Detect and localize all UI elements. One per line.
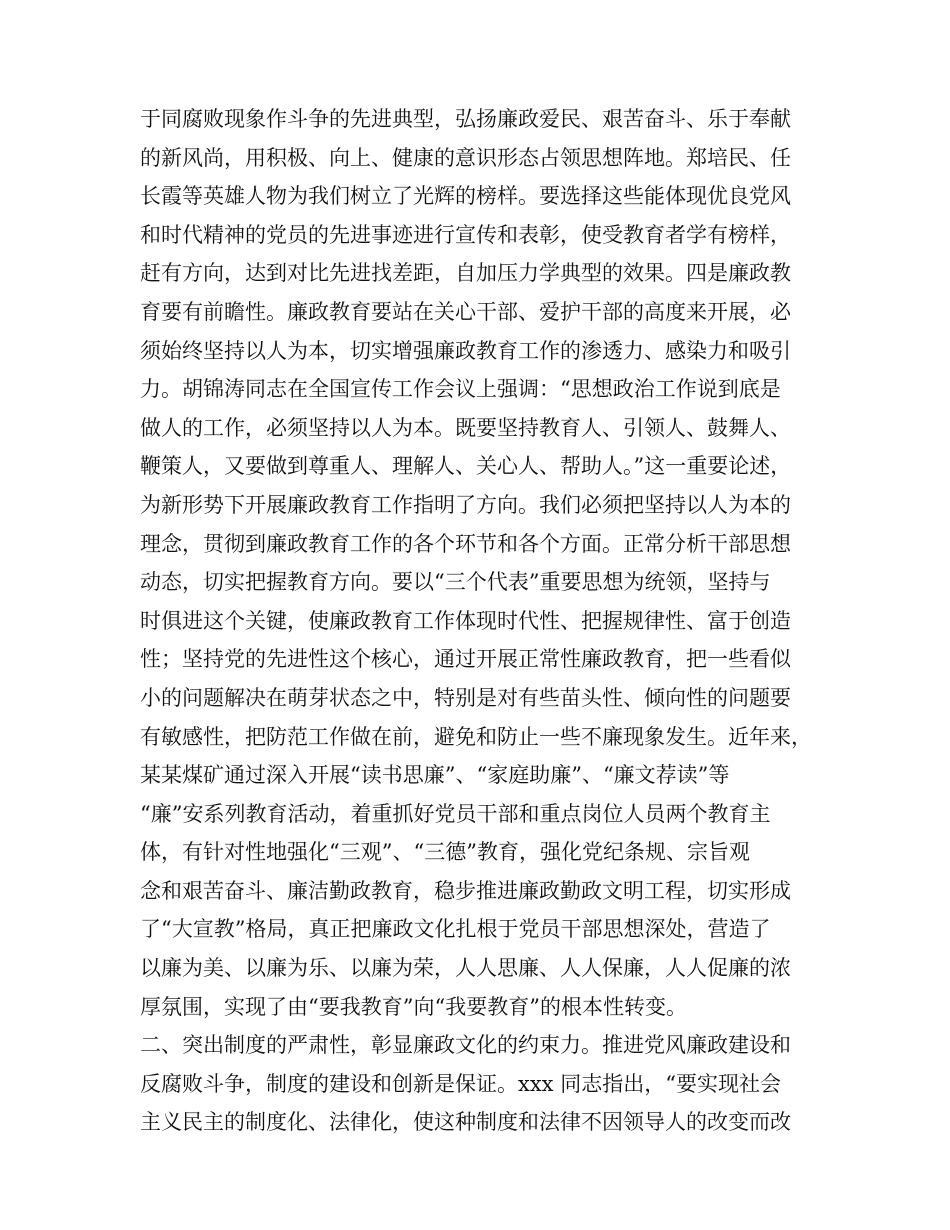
text-line: 以廉为美、以廉为乐、以廉为荣，人人思廉、人人保廉，人人促廉的浓 xyxy=(140,956,791,981)
body-text xyxy=(140,100,840,1142)
text-line: 赶有方向，达到对比先进找差距，自加压力学典型的效果。四是廉政教 xyxy=(140,261,791,286)
text-line: 有敏感性，把防范工作做在前，避免和防止一些不廉现象发生。近年来， xyxy=(140,724,812,749)
text-line: 主义民主的制度化、法律化，使这种制度和法律不因领导人的改变而改 xyxy=(140,1110,791,1135)
text-line: 理念，贯彻到廉政教育工作的各个环节和各个方面。正常分析干部思想 xyxy=(140,531,791,556)
text-line: 体，有针对性地强化“三观”、“三德”教育，强化党纪条规、宗旨观 xyxy=(140,840,750,865)
section-heading-line: 二、突出制度的严肃性，彰显廉政文化的约束力。推进党风廉政建设和 xyxy=(140,1033,791,1058)
text-line: 小的问题解决在萌芽状态之中，特别是对有些苗头性、倾向性的问题要 xyxy=(140,685,791,710)
text-line: 须始终坚持以人为本，切实增强廉政教育工作的渗透力、感染力和吸引 xyxy=(140,338,791,363)
text-line: “廉”安系列教育活动，着重抓好党员干部和重点岗位人员两个教育主 xyxy=(140,801,771,826)
text-line: 厚氛围，实现了由“要我教育”向“我要教育”的根本性转变。 xyxy=(140,994,687,1019)
text-line: 念和艰苦奋斗、廉洁勤政教育，稳步推进廉政勤政文明工程，切实形成 xyxy=(140,878,791,903)
text-line: 某某煤矿通过深入开展“读书思廉”、“家庭助廉”、“廉文荐读”等 xyxy=(140,763,730,788)
text-line: 时俱进这个关键，使廉政教育工作体现时代性、把握规律性、富于创造 xyxy=(140,608,791,633)
text-line: 的新风尚，用积极、向上、健康的意识形态占领思想阵地。郑培民、任 xyxy=(140,145,791,170)
text-line: 为新形势下开展廉政教育工作指明了方向。我们必须把坚持以人为本的 xyxy=(140,492,791,517)
text-line: 了“大宣教”格局，真正把廉政文化扎根于党员干部思想深处，营造了 xyxy=(140,917,771,942)
text-line: 育要有前瞻性。廉政教育要站在关心干部、爱护干部的高度来开展，必 xyxy=(140,299,791,324)
text-line: 于同腐败现象作斗争的先进典型，弘扬廉政爱民、艰苦奋斗、乐于奉献 xyxy=(140,107,791,131)
text-line: 鞭策人，又要做到尊重人、理解人、关心人、帮助人。”这一重要论述， xyxy=(140,454,792,479)
text-line: 力。胡锦涛同志在全国宣传工作会议上强调：“思想政治工作说到底是 xyxy=(140,377,781,402)
text-line: 长霞等英雄人物为我们树立了光辉的榜样。要选择这些能体现优良党风 xyxy=(140,184,791,209)
text-line: 反腐败斗争，制度的建设和创新是保证。xxx 同志指出，“要实现社会 xyxy=(140,1071,781,1096)
text-line: 动态，切实把握教育方向。要以“三个代表”重要思想为统领，坚持与 xyxy=(140,570,771,595)
text-line: 性；坚持党的先进性这个核心，通过开展正常性廉政教育，把一些看似 xyxy=(140,647,791,672)
text-line: 做人的工作，必须坚持以人为本。既要坚持教育人、引领人、鼓舞人、 xyxy=(140,415,791,440)
text-line: 和时代精神的党员的先进事迹进行宣传和表彰，使受教育者学有榜样， xyxy=(140,222,791,247)
